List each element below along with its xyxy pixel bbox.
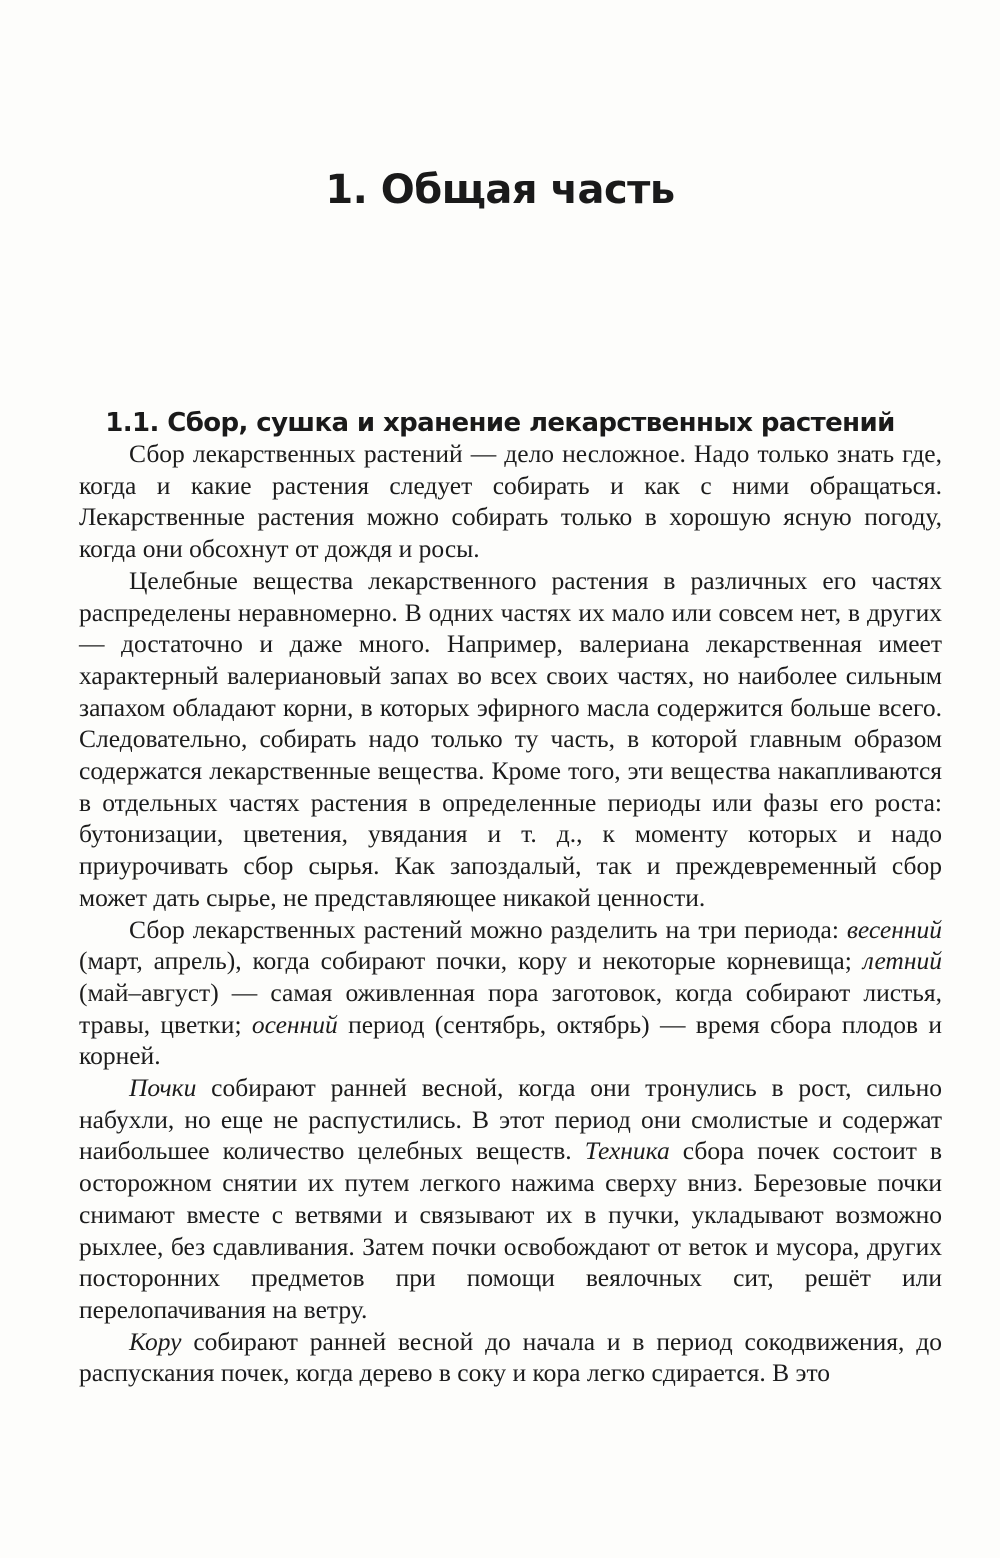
paragraph-3 bbox=[79, 914, 942, 1073]
term-spring: весенний bbox=[846, 914, 942, 944]
paragraph-3-text-d: период (сентябрь, октябрь) — время сбора плодов и корней. bbox=[79, 1009, 942, 1071]
paragraph-1: Сбор лекарственных растений — дело несложное. Надо только знать где, когда и какие растения следует собирать и как с ними обращаться. Лекарственные растения можно собирать только в хорошую ясную погоду, когда они обсохнут от дождя и росы. bbox=[79, 439, 942, 564]
chapter-title: 1. Общая часть bbox=[325, 166, 675, 213]
term-summer: летний bbox=[862, 946, 942, 976]
body-text bbox=[79, 438, 942, 1389]
paragraph-3-text-b: (март, апрель), когда собирают почки, кору и некоторые корневища; bbox=[79, 946, 863, 976]
paragraph-3-text-a: Сбор лекарственных растений можно разделить на три периода: bbox=[129, 914, 847, 944]
paragraph-4-text-b: сбора почек состоит в осторожном снятии их путем легкого нажима сверху вниз. Березовые почки снимают вместе с ветвями и связывают их в пучки, укладывают возможно рыхлее, без сдавливания. Затем почки освобождают от веток и мусора, других посторонних предметов при помощи веялочных сит, решёт или перелопачивания на ветру. bbox=[79, 1136, 942, 1324]
paragraph-4-text-a: собирают ранней весной, когда они тронулись в рост, сильно набухли, но еще не распустились. В этот период они смолистые и содержат наибольшее количество целебных веществ. bbox=[79, 1073, 942, 1166]
term-buds: Почки bbox=[129, 1073, 197, 1103]
section-title: 1.1. Сбор, сушка и хранение лекарственных растений bbox=[105, 407, 895, 438]
paragraph-4 bbox=[79, 1072, 942, 1326]
paragraph-2: Целебные вещества лекарственного растения в различных его частях распределены неравномерно. В одних частях их мало или совсем нет, в других — достаточно и даже много. Например, валериана лекарственная имеет характерный валериановый запах во всех своих частях, но наиболее сильным запахом обладают корни, в которых эфирного масла содержится больше всего. Следовательно, собирать надо только ту часть, в которой главным образом содержатся лекарственные вещества. Кроме того, эти вещества накапливаются в отдельных частях растения в определенные периоды или фазы его роста: бутонизации, цветения, увядания и т. д., к моменту которых и надо приурочивать сбор сырья. Как запоздалый, так и преждевременный сбор может дать сырье, не представляющее никакой ценности. bbox=[79, 565, 942, 912]
paragraph-3-text-c: (май–август) — самая оживленная пора заготовок, когда собирают листья, травы, цветки; bbox=[79, 977, 942, 1039]
term-technique: Техника bbox=[584, 1136, 670, 1166]
paragraph-5 bbox=[79, 1326, 942, 1389]
term-autumn: осенний bbox=[251, 1009, 338, 1039]
term-bark: Кору bbox=[129, 1326, 182, 1356]
paragraph-5-text-a: собирают ранней весной до начала и в период сокодвижения, до распускания почек, когда дерево в соку и кора легко сдирается. В это bbox=[79, 1326, 942, 1388]
